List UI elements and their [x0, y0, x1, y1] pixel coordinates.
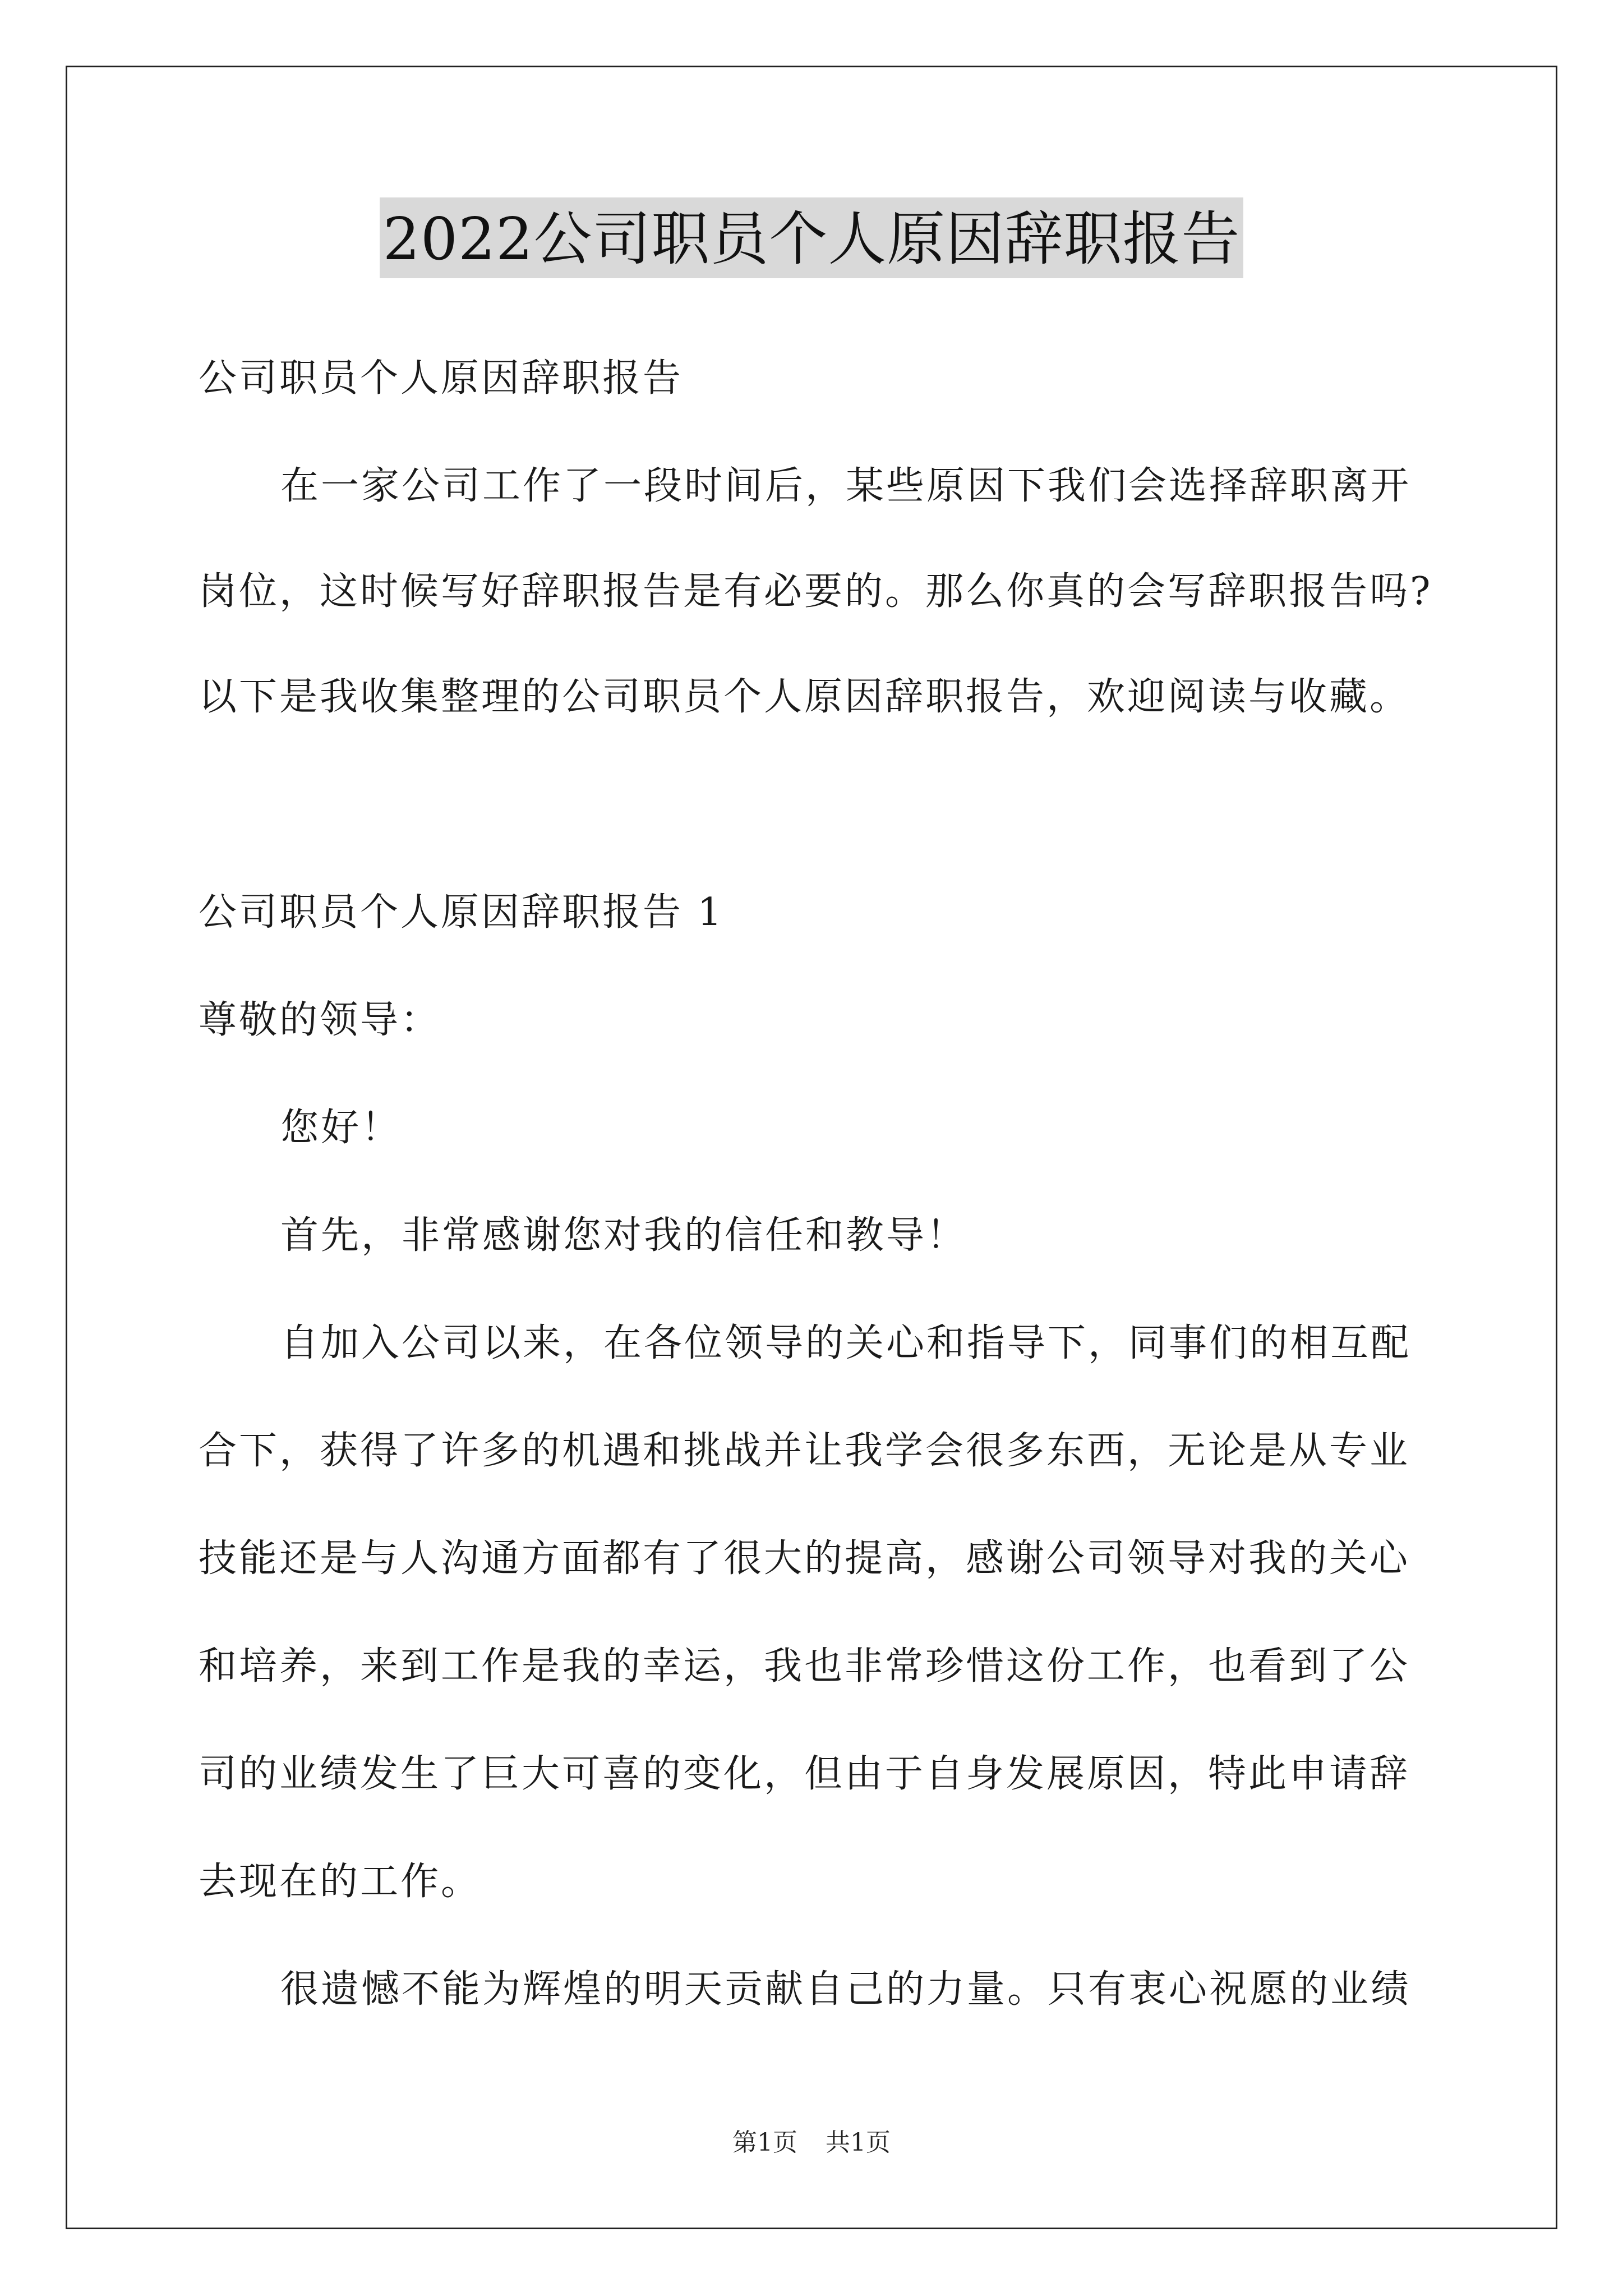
page-number-total: 共1页: [826, 2128, 891, 2157]
document-subtitle: 公司职员个人原因辞职报告: [199, 356, 684, 401]
intro-line-1: 在一家公司工作了一段时间后，某些原因下我们会选择辞职离开: [280, 464, 1412, 508]
greeting: 您好！: [280, 1106, 402, 1150]
paragraph-thanks: 首先，非常感谢您对我的信任和教导！: [280, 1213, 967, 1258]
paragraph-line: 司的业绩发生了巨大可喜的变化，但由于自身发展原因，特此申请辞: [199, 1752, 1410, 1796]
section-heading: 公司职员个人原因辞职报告 1: [199, 890, 724, 935]
document-title: 2022公司职员个人原因辞职报告: [380, 197, 1244, 278]
salutation: 尊敬的领导：: [199, 998, 441, 1042]
paragraph-line: 去现在的工作。: [199, 1860, 482, 1904]
paragraph-line: 技能还是与人沟通方面都有了很大的提高，感谢公司领导对我的关心: [199, 1536, 1410, 1581]
intro-line-2: 岗位，这时候写好辞职报告是有必要的。那么你真的会写辞职报告吗?: [199, 569, 1433, 614]
page-footer: [0, 2127, 1623, 2159]
intro-line-3: 以下是我收集整理的公司职员个人原因辞职报告，欢迎阅读与收藏。: [199, 675, 1410, 719]
paragraph-line: 合下，获得了许多的机遇和挑战并让我学会很多东西，无论是从专业: [199, 1429, 1410, 1473]
paragraph-line: 自加入公司以来，在各位领导的关心和指导下，同事们的相互配: [280, 1321, 1412, 1365]
paragraph-line: 和培养，来到工作是我的幸运，我也非常珍惜这份工作，也看到了公: [199, 1644, 1410, 1688]
paragraph-line: 很遗憾不能为辉煌的明天贡献自己的力量。只有衷心祝愿的业绩: [280, 1967, 1412, 2012]
page-number-current: 第1页: [732, 2128, 797, 2157]
title-container: [0, 197, 1623, 278]
